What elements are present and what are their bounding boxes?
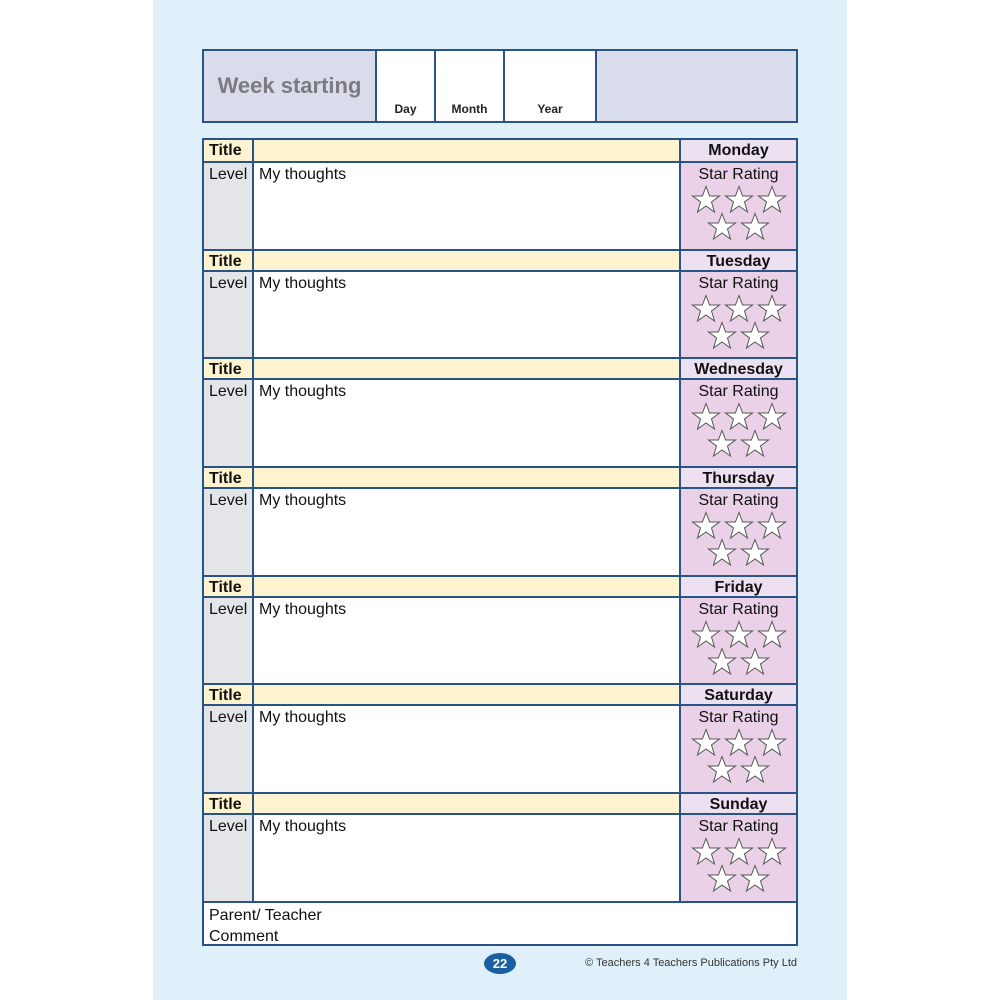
entry-row <box>204 380 796 466</box>
thoughts-label: My thoughts <box>259 383 347 401</box>
star-rating-cell <box>681 489 796 575</box>
level-field[interactable] <box>204 489 254 575</box>
day-name: Monday <box>681 140 796 161</box>
star-icon[interactable] <box>691 402 721 431</box>
star-icon[interactable] <box>691 294 721 323</box>
title-label: Title <box>204 577 254 596</box>
title-row <box>204 683 796 706</box>
star-rating-label: Star Rating <box>698 383 779 401</box>
day-field[interactable] <box>375 51 434 121</box>
star-rating-label: Star Rating <box>698 166 779 183</box>
thoughts-field[interactable] <box>254 380 681 466</box>
day-name: Wednesday <box>681 359 796 378</box>
day-name: Thursday <box>681 468 796 487</box>
parent-teacher-comment[interactable] <box>204 901 796 944</box>
week-starting-label: Week starting <box>217 73 362 98</box>
week-starting-box <box>202 49 798 123</box>
star-icon[interactable] <box>707 864 737 893</box>
reading-log-table <box>202 138 798 946</box>
star-icon[interactable] <box>707 321 737 350</box>
entry-row <box>204 815 796 901</box>
title-row <box>204 249 796 272</box>
title-label: Title <box>204 685 254 704</box>
star-icon[interactable] <box>740 864 770 893</box>
title-label: Title <box>204 468 254 487</box>
level-field[interactable] <box>204 272 254 358</box>
star-rating-cell <box>681 163 796 249</box>
star-icon[interactable] <box>691 837 721 866</box>
star-icon[interactable] <box>724 620 754 649</box>
star-icon[interactable] <box>757 511 787 540</box>
star-icon[interactable] <box>740 755 770 784</box>
level-field[interactable] <box>204 163 254 249</box>
star-icon[interactable] <box>757 837 787 866</box>
day-name: Friday <box>681 577 796 596</box>
day-label: Day <box>394 102 417 116</box>
star-rating-cell <box>681 598 796 684</box>
star-icon[interactable] <box>757 728 787 757</box>
title-field[interactable] <box>254 251 681 270</box>
title-row <box>204 357 796 380</box>
star-icon[interactable] <box>691 728 721 757</box>
comment-label-line2: Comment <box>209 927 279 945</box>
star-rating-label: Star Rating <box>698 492 779 510</box>
star-icon[interactable] <box>740 212 770 241</box>
title-row <box>204 466 796 489</box>
day-block <box>204 683 796 792</box>
star-icon[interactable] <box>724 294 754 323</box>
level-label: Level <box>209 600 248 618</box>
week-blank-panel <box>595 51 796 121</box>
star-rating-label: Star Rating <box>698 600 779 618</box>
entry-row <box>204 598 796 684</box>
title-row <box>204 140 796 163</box>
level-label: Level <box>209 166 248 183</box>
level-label: Level <box>209 492 248 510</box>
day-name: Saturday <box>681 685 796 704</box>
title-label: Title <box>204 794 254 813</box>
star-icon[interactable] <box>724 837 754 866</box>
title-field[interactable] <box>254 140 681 161</box>
star-icon[interactable] <box>707 212 737 241</box>
star-icon[interactable] <box>740 321 770 350</box>
title-label: Title <box>204 251 254 270</box>
star-rating-group <box>681 511 796 567</box>
day-block <box>204 140 796 249</box>
level-label: Level <box>209 818 248 836</box>
star-icon[interactable] <box>740 429 770 458</box>
thoughts-field[interactable] <box>254 489 681 575</box>
thoughts-label: My thoughts <box>259 492 347 510</box>
year-field[interactable] <box>503 51 595 121</box>
title-field[interactable] <box>254 685 681 704</box>
thoughts-field[interactable] <box>254 598 681 684</box>
star-icon[interactable] <box>707 538 737 567</box>
day-name: Sunday <box>681 794 796 813</box>
level-label: Level <box>209 274 248 292</box>
star-icon[interactable] <box>757 620 787 649</box>
star-rating-cell <box>681 272 796 358</box>
day-block <box>204 249 796 358</box>
level-field[interactable] <box>204 815 254 901</box>
day-block <box>204 357 796 466</box>
thoughts-label: My thoughts <box>259 818 347 836</box>
star-rating-cell <box>681 380 796 466</box>
day-block <box>204 466 796 575</box>
thoughts-label: My thoughts <box>259 709 347 727</box>
level-field[interactable] <box>204 598 254 684</box>
thoughts-field[interactable] <box>254 272 681 358</box>
level-field[interactable] <box>204 380 254 466</box>
title-label: Title <box>204 359 254 378</box>
entry-row <box>204 163 796 249</box>
page-number-badge: 22 <box>484 953 516 974</box>
copyright-text: © Teachers 4 Teachers Publications Pty Ltd <box>585 957 797 969</box>
title-label: Title <box>204 140 254 161</box>
star-rating-label: Star Rating <box>698 274 779 292</box>
star-icon[interactable] <box>691 185 721 214</box>
year-label: Year <box>537 102 563 116</box>
title-field[interactable] <box>254 468 681 487</box>
star-rating-group <box>681 185 796 241</box>
star-icon[interactable] <box>724 511 754 540</box>
level-label: Level <box>209 383 248 401</box>
thoughts-field[interactable] <box>254 706 681 792</box>
star-rating-group <box>681 837 796 893</box>
comment-label-line1: Parent/ Teacher <box>209 906 322 924</box>
thoughts-label: My thoughts <box>259 600 347 618</box>
star-icon[interactable] <box>757 185 787 214</box>
title-field[interactable] <box>254 577 681 596</box>
thoughts-label: My thoughts <box>259 274 347 292</box>
star-icon[interactable] <box>740 538 770 567</box>
thoughts-label: My thoughts <box>259 166 347 183</box>
star-icon[interactable] <box>740 647 770 676</box>
level-field[interactable] <box>204 706 254 792</box>
entry-row <box>204 489 796 575</box>
star-rating-group <box>681 620 796 676</box>
star-icon[interactable] <box>707 755 737 784</box>
title-field[interactable] <box>254 359 681 378</box>
title-row <box>204 792 796 815</box>
star-icon[interactable] <box>707 429 737 458</box>
star-rating-label: Star Rating <box>698 818 779 836</box>
thoughts-field[interactable] <box>254 163 681 249</box>
star-icon[interactable] <box>691 511 721 540</box>
entry-row <box>204 272 796 358</box>
title-row <box>204 575 796 598</box>
entry-row <box>204 706 796 792</box>
star-rating-group <box>681 402 796 458</box>
star-icon[interactable] <box>724 185 754 214</box>
star-rating-label: Star Rating <box>698 709 779 727</box>
star-rating-cell <box>681 815 796 901</box>
level-label: Level <box>209 709 248 727</box>
star-rating-cell <box>681 706 796 792</box>
star-icon[interactable] <box>757 294 787 323</box>
thoughts-field[interactable] <box>254 815 681 901</box>
star-icon[interactable] <box>724 402 754 431</box>
star-icon[interactable] <box>691 620 721 649</box>
star-rating-group <box>681 294 796 350</box>
month-label: Month <box>451 102 488 116</box>
day-name: Tuesday <box>681 251 796 270</box>
star-icon[interactable] <box>724 728 754 757</box>
star-rating-group <box>681 728 796 784</box>
star-icon[interactable] <box>707 647 737 676</box>
star-icon[interactable] <box>757 402 787 431</box>
day-block <box>204 792 796 901</box>
month-field[interactable] <box>434 51 503 121</box>
title-field[interactable] <box>254 794 681 813</box>
day-block <box>204 575 796 684</box>
